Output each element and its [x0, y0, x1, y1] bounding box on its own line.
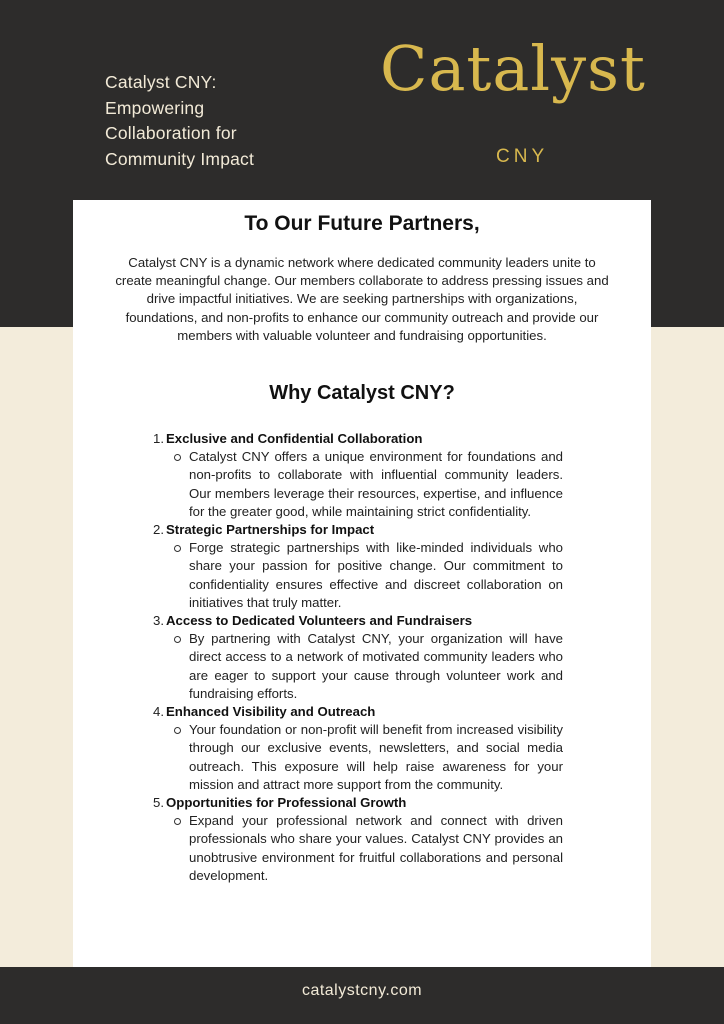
tagline-line: Collaboration for [105, 123, 237, 144]
item-description [153, 630, 563, 703]
bullet-icon [174, 454, 181, 461]
logo-subtitle: CNY [496, 146, 549, 167]
item-number: 2. [153, 522, 164, 538]
item-title: Exclusive and Confidential Collaboration [166, 431, 423, 446]
bullet-icon [174, 545, 181, 552]
item-title: Strategic Partnerships for Impact [166, 522, 375, 538]
list-item [153, 703, 563, 721]
item-description-text: Forge strategic partnerships with like-minded individuals who share your passion for positive change. Our commitment to confidentiality ensures effective and discreet collaboration on initiatives that truly matter. [189, 540, 563, 610]
item-description-text: Catalyst CNY offers a unique environment for foundations and non-profits to collaborate with influential community leaders. Our members leverage their resources, expertise, and influence for the greater good, while maintaining strict confidentiality. [189, 449, 563, 519]
item-description-text: By partnering with Catalyst CNY, your organization will have direct access to a network of motivated community leaders who are eager to support your cause through volunteer work and fundraising efforts. [189, 631, 563, 701]
header-tagline [105, 70, 305, 172]
bullet-icon [174, 727, 181, 734]
footer-band [0, 967, 724, 1024]
list-item [153, 430, 563, 448]
item-number: 3. [153, 613, 164, 629]
intro-paragraph: Catalyst CNY is a dynamic network where dedicated community leaders unite to create meaningful change. Our members collaborate to address pressing issues and drive impactful initiatives. We are seeking partnerships with organizations, foundations, and non-profits to enhance our community outreach and provide our members with valuable volunteer and fundraising opportunities. [115, 255, 609, 343]
why-heading: Why Catalyst CNY? [269, 382, 455, 404]
item-description-text: Expand your professional network and connect with driven professionals who share your values. Catalyst CNY provides an unobtrusive environment for fruitful collaborations and personal development. [189, 813, 563, 883]
item-description-text: Your foundation or non-profit will benefit from increased visibility through our exclusive events, newsletters, and social media outreach. This exposure will help raise awareness for your mission and attract more support from the community. [189, 722, 563, 792]
item-title: Enhanced Visibility and Outreach [166, 704, 376, 720]
item-description [153, 539, 563, 612]
item-number: 5. [153, 795, 164, 811]
website-link[interactable]: catalystcny.com [301, 982, 423, 999]
letter-greeting: To Our Future Partners, [244, 212, 480, 235]
item-description [153, 812, 563, 885]
list-item [153, 612, 563, 630]
benefits-list [153, 430, 563, 885]
logo-wordmark: Catalyst [380, 32, 646, 105]
tagline-line: Empowering [105, 97, 205, 118]
list-item [153, 794, 563, 812]
bullet-icon [174, 636, 181, 643]
item-description [153, 721, 563, 794]
item-description [153, 448, 563, 521]
item-number: 4. [153, 704, 164, 720]
letter-card [73, 200, 651, 967]
tagline-line: Community Impact [105, 148, 255, 169]
tagline-line: Catalyst CNY: [105, 72, 217, 92]
item-title: Access to Dedicated Volunteers and Fundraisers [166, 613, 473, 629]
item-number: 1. [153, 431, 164, 446]
item-title: Opportunities for Professional Growth [166, 795, 407, 811]
bullet-icon [174, 818, 181, 825]
list-item [153, 521, 563, 539]
